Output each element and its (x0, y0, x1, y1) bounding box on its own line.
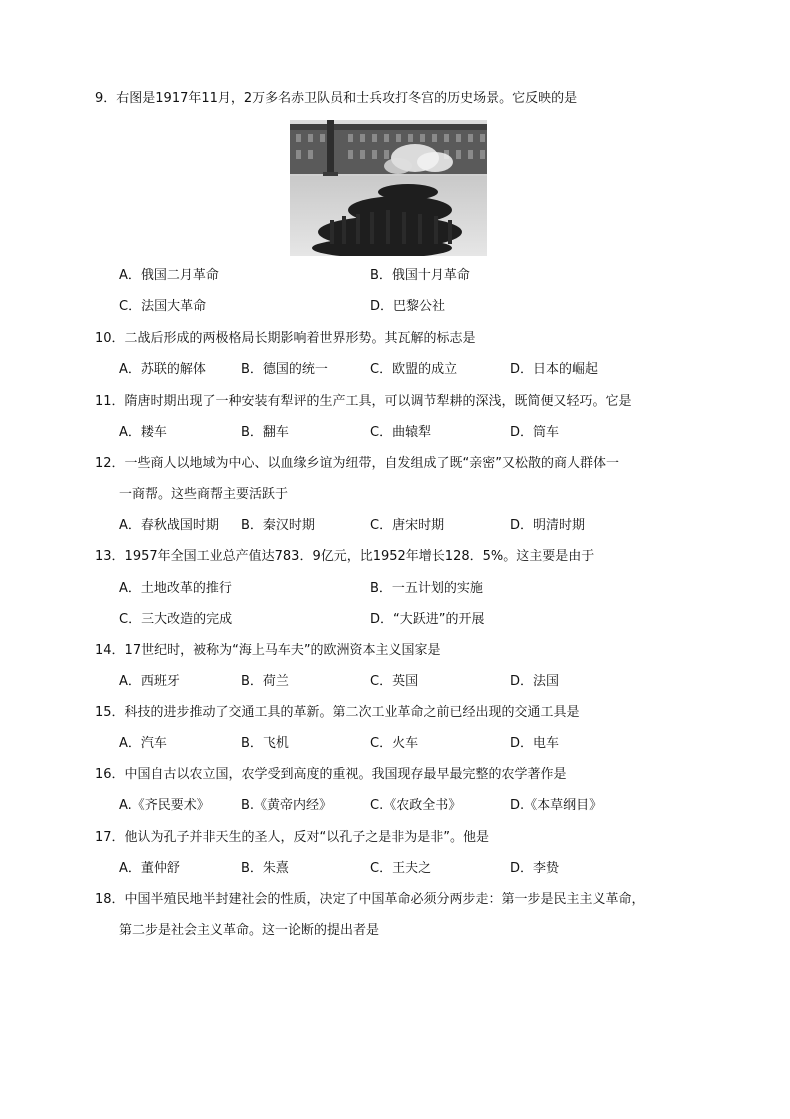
q10-option-a[interactable]: A．苏联的解体 (119, 362, 206, 377)
q10-option-b[interactable]: B．德国的统一 (241, 362, 328, 377)
question-12-stem-line-1: 12．一些商人以地域为中心、以血缘乡谊为纽带，自发组成了既“亲密”又松散的商人群体一 (95, 456, 620, 471)
q13-option-b[interactable]: B．一五计划的实施 (370, 581, 483, 596)
q12-option-b[interactable]: B．秦汉时期 (241, 518, 315, 533)
question-18-stem-line-1: 18．中国半殖民地半封建社会的性质，决定了中国革命必须分两步走：第一步是民主主义革命， (95, 892, 645, 907)
q16-option-b[interactable]: B.《黄帝内经》 (241, 798, 333, 813)
q13-option-c[interactable]: C．三大改造的完成 (119, 612, 233, 627)
q12-option-d[interactable]: D．明清时期 (510, 518, 586, 533)
question-13-stem: 13．1957年全国工业总产值达783．9亿元，比1952年增长128．5%。这主要是由于 (95, 549, 595, 564)
q15-option-c[interactable]: C．火车 (370, 736, 419, 751)
q9-option-a[interactable]: A．俄国二月革命 (119, 268, 219, 283)
q16-option-c[interactable]: C.《农政全书》 (370, 798, 462, 813)
question-12-stem-line-2: 一商帮。这些商帮主要活跃于 (119, 487, 289, 502)
question-17-stem: 17．他认为孔子并非天生的圣人，反对“以孔子之是非为是非”。他是 (95, 830, 490, 845)
q10-option-c[interactable]: C．欧盟的成立 (370, 362, 458, 377)
q15-option-b[interactable]: B．飞机 (241, 736, 289, 751)
q17-option-a[interactable]: A．董仲舒 (119, 861, 180, 876)
question-15-stem: 15．科技的进步推动了交通工具的革新。第二次工业革命之前已经出现的交通工具是 (95, 705, 580, 720)
q15-option-d[interactable]: D．电车 (510, 736, 560, 751)
question-10-stem: 10．二战后形成的两极格局长期影响着世界形势。其瓦解的标志是 (95, 331, 476, 346)
q17-option-b[interactable]: B．朱熹 (241, 861, 289, 876)
question-14-stem: 14．17世纪时，被称为“海上马车夫”的欧洲资本主义国家是 (95, 643, 441, 658)
q11-option-b[interactable]: B．翻车 (241, 425, 289, 440)
question-11-stem: 11．隋唐时期出现了一种安装有犁评的生产工具，可以调节犁耕的深浅，既简便又轻巧。它是 (95, 394, 632, 409)
q11-option-c[interactable]: C．曲辕犁 (370, 425, 432, 440)
q9-option-d[interactable]: D．巴黎公社 (370, 299, 446, 314)
question-18-stem-line-2: 第二步是社会主义革命。这一论断的提出者是 (119, 923, 380, 938)
winter-palace-photo (290, 120, 487, 256)
q9-option-b[interactable]: B．俄国十月革命 (370, 268, 470, 283)
q10-option-d[interactable]: D．日本的崛起 (510, 362, 599, 377)
q15-option-a[interactable]: A．汽车 (119, 736, 167, 751)
q13-option-a[interactable]: A．土地改革的推行 (119, 581, 232, 596)
q14-option-b[interactable]: B．荷兰 (241, 674, 289, 689)
q12-option-c[interactable]: C．唐宋时期 (370, 518, 445, 533)
question-16-stem: 16．中国自古以农立国，农学受到高度的重视。我国现存最早最完整的农学著作是 (95, 767, 567, 782)
q16-option-a[interactable]: A.《齐民要术》 (119, 798, 210, 813)
q16-option-d[interactable]: D.《本草纲目》 (510, 798, 603, 813)
q14-option-a[interactable]: A．西班牙 (119, 674, 180, 689)
q17-option-c[interactable]: C．王夫之 (370, 861, 432, 876)
q17-option-d[interactable]: D．李贽 (510, 861, 560, 876)
q14-option-c[interactable]: C．英国 (370, 674, 419, 689)
question-9-stem: 9．右图是1917年11月，2万多名赤卫队员和士兵攻打冬宫的历史场景。它反映的是 (95, 91, 578, 106)
q12-option-a[interactable]: A．春秋战国时期 (119, 518, 219, 533)
q11-option-a[interactable]: A．耧车 (119, 425, 167, 440)
q9-option-c[interactable]: C．法国大革命 (119, 299, 207, 314)
q13-option-d[interactable]: D．“大跃进”的开展 (370, 612, 485, 627)
q11-option-d[interactable]: D．筒车 (510, 425, 560, 440)
q14-option-d[interactable]: D．法国 (510, 674, 560, 689)
